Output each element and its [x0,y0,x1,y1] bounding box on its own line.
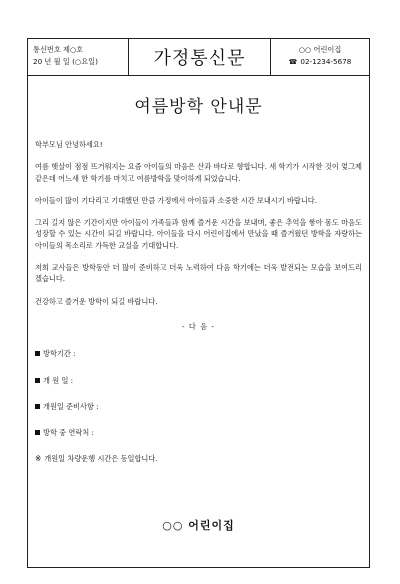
next-heading: - 다 음 - [182,321,215,331]
paragraph-3: 그리 길지 않은 기간이지만 아이들이 가족들과 함께 즐거운 시간을 보내며, 좋은 추억을 쌓아 몸도 마음도 성장할 수 있는 시간이 되길 바랍니다. 아이들을 다시 어린이집에서 만났을 때 즐거웠던 방학을 자랑하는 아이들의 목소리로 가득한 교실을 기대합니다. [35,218,362,250]
item-label: 방학 중 연락처 : [43,428,94,438]
square-bullet-icon [35,378,40,383]
phone-icon: ☎ [288,58,298,66]
paragraph-5: 건강하고 즐거운 방학이 되길 바랍니다. [35,296,158,306]
date-line: 20 년 월 일 (○요일) [33,57,98,66]
newsletter-title: 가정통신문 [129,39,271,75]
newsletter-sheet [27,38,370,568]
contact-info-cell [271,39,369,75]
item-label: 개 원 일 : [43,375,74,385]
note-icon: ※ [35,454,42,464]
document-body [35,139,362,465]
item-contact [35,427,362,438]
square-bullet-icon [35,430,40,435]
paragraph-2: 아이들이 많이 기다리고 기대했던 만큼 가정에서 아이들과 소중한 시간 보내시기 바랍니다. [35,195,318,205]
note-line [35,453,362,464]
square-bullet-icon [35,351,40,356]
signature: ○○ 어린이집 [162,519,235,532]
issue-label: 통신번호 제○호 [33,45,84,54]
phone-row [271,56,369,68]
item-label: 방학기간 : [43,349,76,359]
paragraph-4: 저희 교사들은 방학동안 더 많이 준비하고 더욱 노력하여 다음 학기에는 더욱 발전되는 모습을 보여드리겠습니다. [35,263,362,284]
note-text: 개원일 차량운행 시간은 동일합니다. [44,454,158,464]
issue-info-cell [28,39,129,75]
item-label: 개원일 준비사항 : [43,401,99,411]
header-table [28,39,369,76]
item-preparation [35,401,362,412]
item-vacation-period [35,348,362,359]
greeting-text: 학부모님 안녕하세요! [35,140,103,149]
document-title: 여름방학 안내문 [134,97,263,117]
square-bullet-icon [35,404,40,409]
item-opening-day [35,375,362,386]
school-name: ○○ 어린이집 [298,45,342,54]
phone-number: 02-1234-5678 [300,57,352,66]
paragraph-1: 여름 햇살이 점점 뜨거워지는 요즘 아이들의 마음은 산과 바다로 향합니다. 새 학기가 시작한 것이 엊그제 같은데 어느새 한 학기를 마치고 여름방학을 맞이하게 되었습니다. [35,162,362,183]
